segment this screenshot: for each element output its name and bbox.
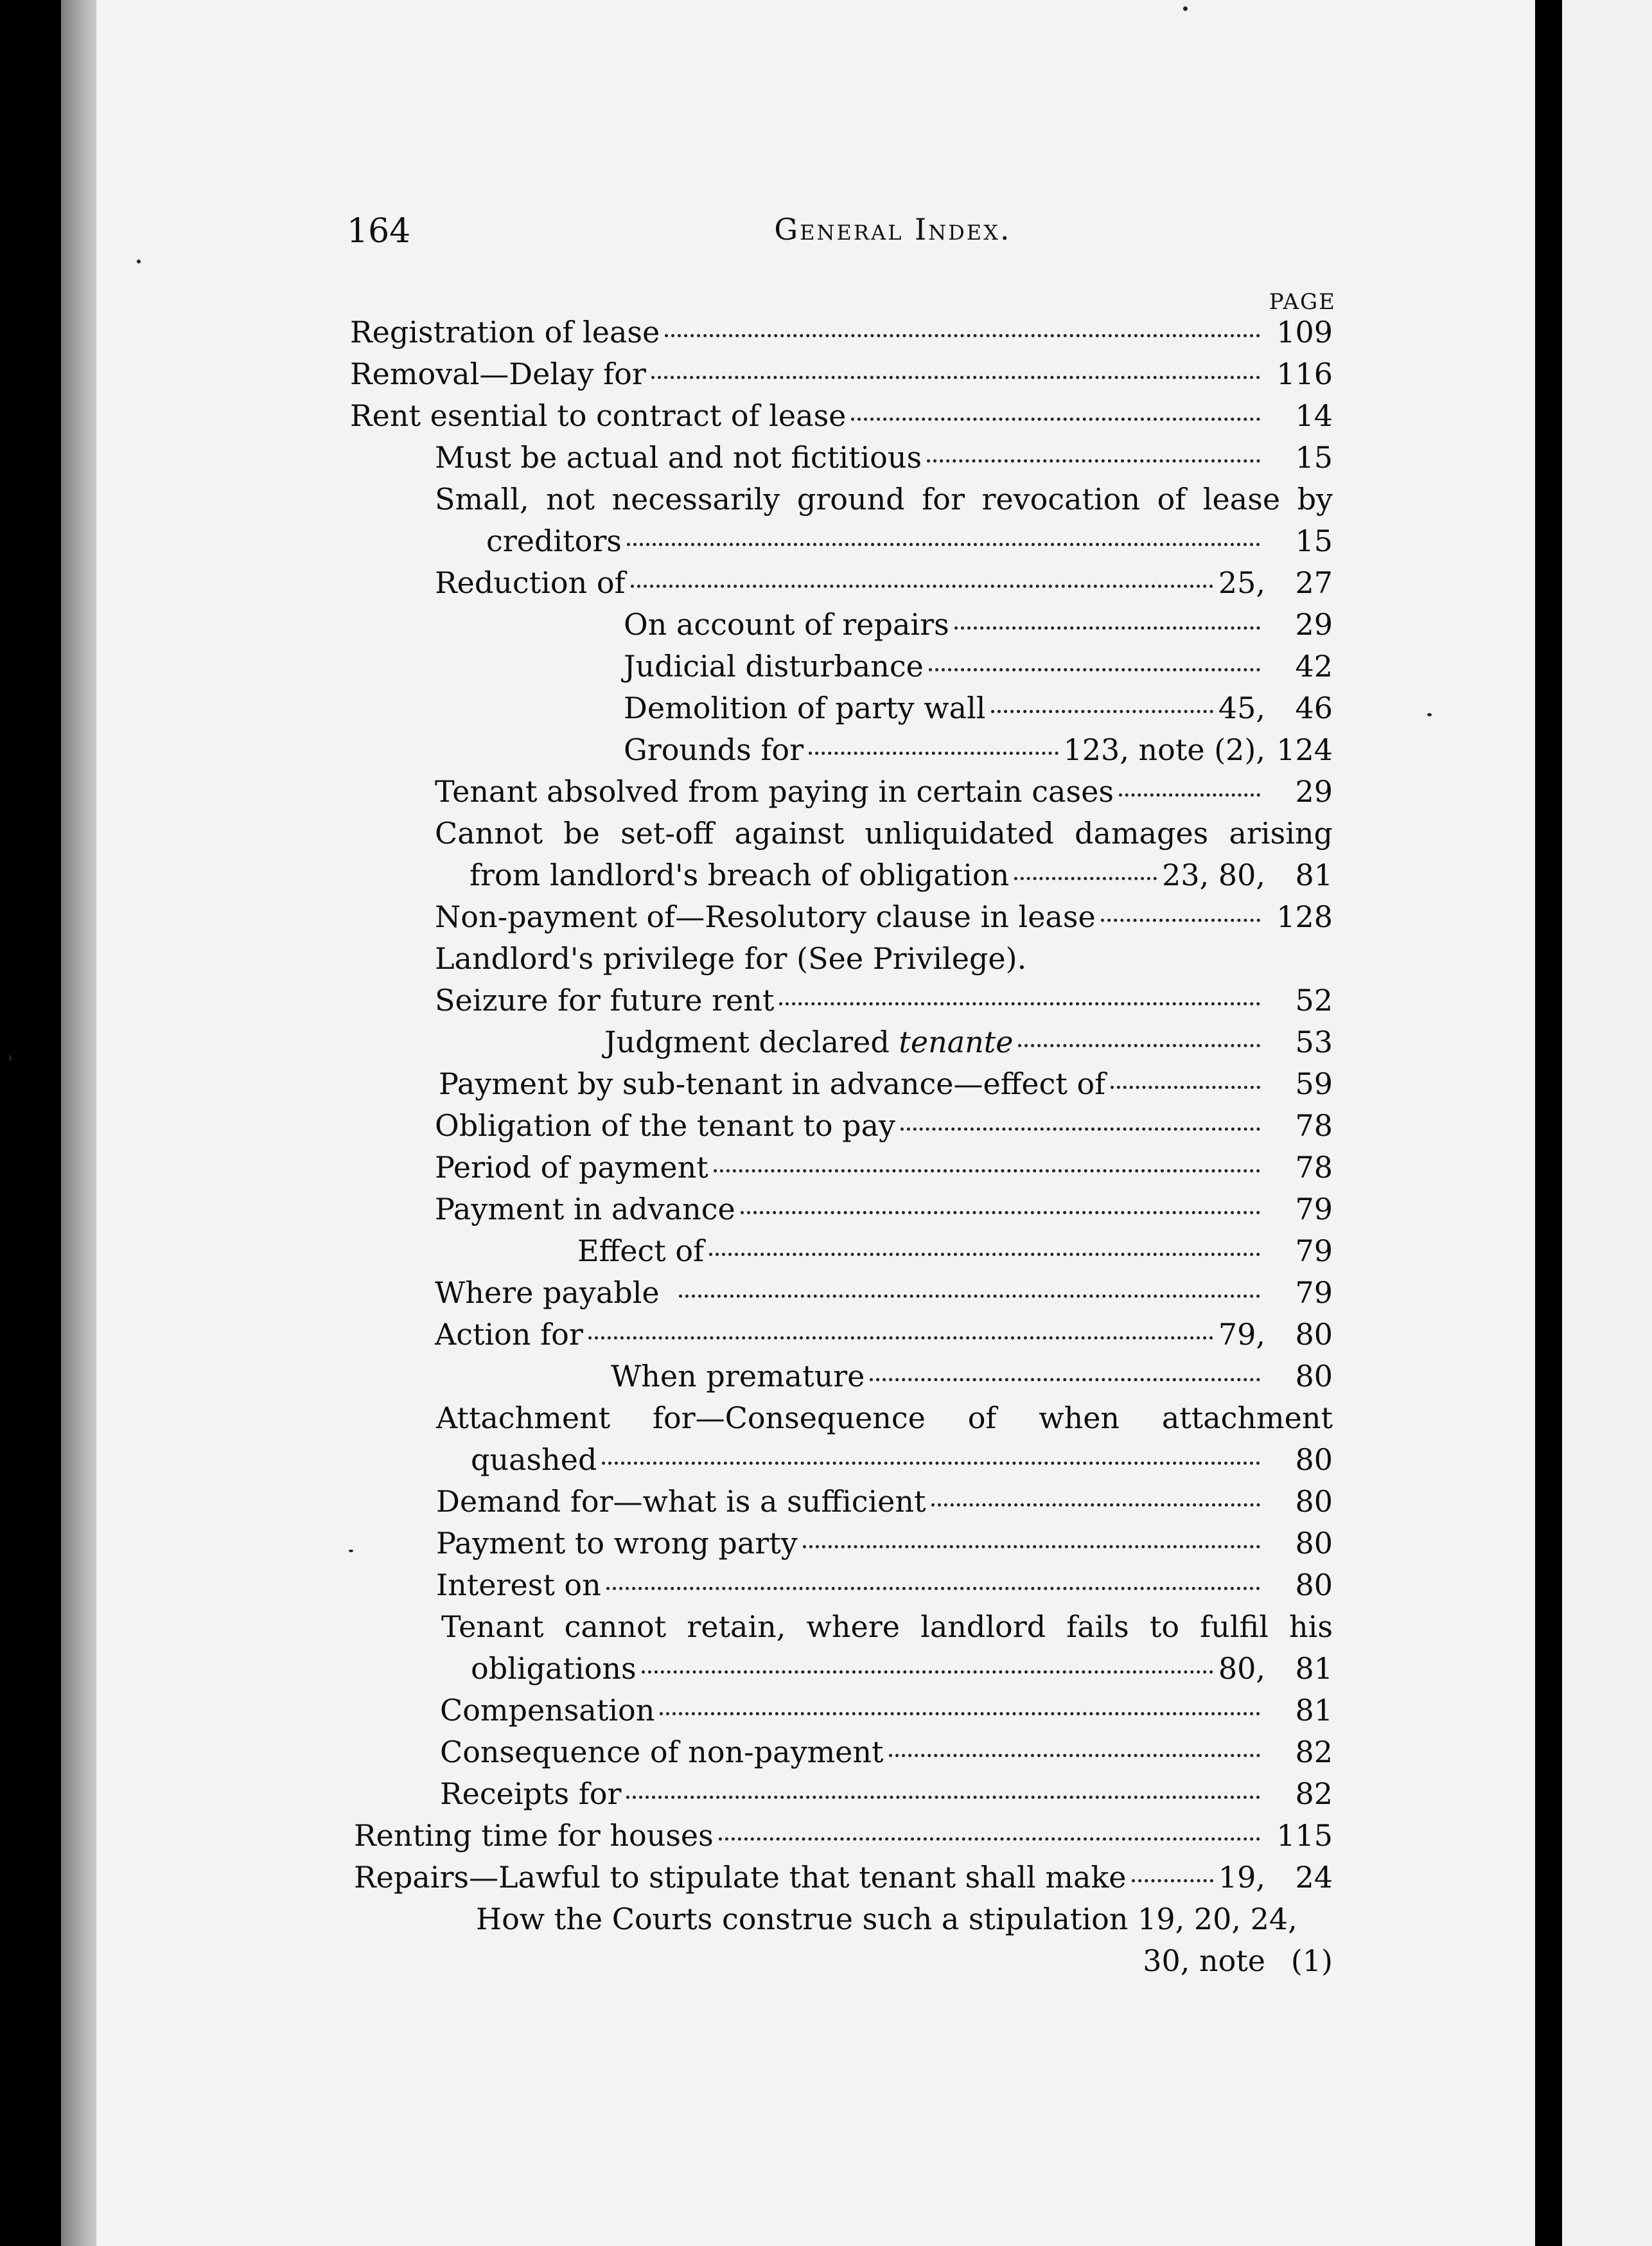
dot-leader — [665, 334, 1260, 337]
entry-page: 81 — [1295, 858, 1333, 892]
index-subentry — [350, 983, 1333, 1025]
index-subentry — [350, 816, 1333, 858]
entry-refs: 30, note — [1143, 1943, 1265, 1978]
entry-text: creditors — [486, 524, 622, 558]
entry-page: (1) — [1290, 1943, 1333, 1978]
entry-page: 14 — [1295, 398, 1333, 433]
entry-text: Payment by sub-tenant in advance—effect of — [439, 1066, 1106, 1101]
index-entry — [350, 1818, 1333, 1860]
entry-text: Non-payment of—Resolutory clause in lease — [435, 899, 1096, 934]
index-subentry-continuation — [350, 1442, 1333, 1484]
scan-speck — [137, 260, 141, 263]
dot-leader — [719, 1837, 1260, 1841]
entry-page: 109 — [1276, 315, 1333, 349]
entry-text: Judicial disturbance — [624, 649, 924, 684]
entry-page: 27 — [1295, 565, 1333, 600]
dot-leader — [889, 1754, 1260, 1757]
scan-left-border — [0, 0, 61, 2246]
entry-page: 80 — [1295, 1568, 1333, 1602]
index-subentry — [350, 440, 1333, 482]
entry-page: 82 — [1295, 1735, 1333, 1769]
entry-text-roman: Judgment declared — [604, 1025, 890, 1059]
entry-page: 29 — [1295, 607, 1333, 642]
entry-text: Rent esential to contract of lease — [350, 398, 847, 433]
entry-text: quashed — [471, 1442, 597, 1477]
index-subentry-continuation — [350, 524, 1333, 565]
index-subsubentry — [350, 732, 1333, 774]
entry-text: Must be actual and not fictitious — [435, 440, 922, 475]
dot-leader — [627, 543, 1260, 546]
entry-text: Cannot be set-off against unliquidated damages arising — [435, 816, 1333, 851]
page-number: 164 — [347, 212, 411, 251]
index-subentry — [350, 941, 1333, 983]
dot-leader — [714, 1169, 1260, 1172]
scan-speck — [1183, 6, 1188, 11]
entry-page: 80 — [1295, 1484, 1333, 1519]
entry-text: Grounds for — [624, 732, 804, 767]
index-subentry-continuation — [350, 858, 1333, 899]
page-column-label: PAGE — [1269, 289, 1336, 315]
next-page-sliver — [1562, 0, 1652, 2246]
entry-text: Reduction of — [435, 565, 626, 600]
dot-leader — [1111, 1086, 1260, 1089]
entry-text: Period of payment — [435, 1150, 708, 1185]
index-subentry — [350, 774, 1333, 816]
entry-text: Payment to wrong party — [436, 1526, 798, 1561]
entry-text: Attachment for—Consequence of when attachment — [436, 1401, 1333, 1435]
index-subentry — [350, 482, 1333, 524]
entry-refs: 79, — [1218, 1317, 1265, 1352]
running-title: General Index. — [774, 212, 1012, 247]
index-subsubentry — [350, 1025, 1333, 1066]
entry-page: 79 — [1295, 1275, 1333, 1310]
index-subentry — [350, 1192, 1333, 1234]
entry-text: Compensation — [440, 1693, 655, 1728]
dot-leader — [1132, 1879, 1213, 1882]
dot-leader — [931, 1503, 1260, 1507]
entry-text: Consequence of non-payment — [440, 1735, 884, 1769]
entry-page: 80 — [1295, 1317, 1333, 1352]
index-subsubentry — [350, 1359, 1333, 1401]
entry-page: 53 — [1295, 1025, 1333, 1059]
index-subentry — [350, 1066, 1333, 1108]
index-subsubentry — [350, 1234, 1333, 1275]
entry-page: 80 — [1295, 1526, 1333, 1561]
entry-text-italic: tenante — [899, 1025, 1014, 1059]
entry-refs: 80, — [1218, 1651, 1265, 1686]
entry-page: 52 — [1295, 983, 1333, 1018]
index-subentry — [350, 1609, 1333, 1651]
entry-text: from landlord's breach of obligation — [470, 858, 1010, 892]
entry-text: obligations — [471, 1651, 637, 1686]
dot-leader — [626, 1796, 1260, 1799]
index-subsubentry — [350, 691, 1333, 732]
entry-text: Action for — [435, 1317, 583, 1352]
entry-page: 128 — [1276, 899, 1333, 934]
index-subentry — [350, 565, 1333, 607]
dot-leader — [809, 752, 1058, 755]
index-entry — [350, 398, 1333, 440]
index-subentry — [350, 1150, 1333, 1192]
index-subentry — [350, 1484, 1333, 1526]
entry-text: Repairs—Lawful to stipulate that tenant shall make — [354, 1860, 1127, 1895]
entry-refs: 123, note (2), — [1063, 732, 1265, 767]
page-header — [347, 212, 1336, 315]
index-subsubentry — [350, 649, 1333, 691]
dot-leader — [851, 418, 1260, 421]
index-subentry — [350, 1275, 1333, 1317]
entry-page: 81 — [1295, 1693, 1333, 1728]
entry-refs: 45, — [1218, 691, 1265, 725]
entry-text: Obligation of the tenant to pay — [435, 1108, 896, 1143]
dot-leader — [929, 668, 1260, 671]
dot-leader — [870, 1378, 1260, 1381]
entry-page: 82 — [1295, 1776, 1333, 1811]
entry-text: Landlord's privilege for (See Privilege). — [435, 941, 1027, 976]
dot-leader — [1014, 877, 1157, 880]
dot-leader — [631, 585, 1213, 588]
index-entry — [350, 1860, 1333, 1902]
scan-speck — [1427, 713, 1432, 716]
index-subentry-continuation — [350, 1651, 1333, 1693]
dot-leader — [803, 1545, 1260, 1548]
entry-text: Demand for—what is a sufficient — [436, 1484, 926, 1519]
index-subentry-continuation — [350, 1943, 1333, 1985]
entry-page: 29 — [1295, 774, 1333, 809]
entry-page: 79 — [1295, 1234, 1333, 1268]
dot-leader — [991, 710, 1213, 713]
entry-page: 116 — [1276, 357, 1333, 391]
index-subentry — [350, 1526, 1333, 1568]
entry-text: Seizure for future rent — [435, 983, 775, 1018]
entry-refs: 23, 80, — [1162, 858, 1265, 892]
scan-right-gutter — [1535, 0, 1562, 2246]
entry-text: Interest on — [436, 1568, 601, 1602]
entry-text: Renting time for houses — [354, 1818, 714, 1853]
entry-page: 80 — [1295, 1359, 1333, 1393]
index-subentry — [350, 1902, 1333, 1943]
index-entry — [350, 315, 1333, 357]
dot-leader — [602, 1462, 1260, 1465]
index-subentry — [350, 1735, 1333, 1776]
entry-page: 46 — [1295, 691, 1333, 725]
entry-text — [604, 1025, 1013, 1059]
index-entry-list — [350, 315, 1333, 1985]
dot-leader — [779, 1002, 1260, 1005]
entry-refs: 25, — [1218, 565, 1265, 600]
dot-leader — [679, 1295, 1260, 1298]
entry-text: Small, not necessarily ground for revocation of lease by — [435, 482, 1333, 517]
entry-text: On account of repairs — [624, 607, 949, 642]
entry-page: 124 — [1276, 732, 1333, 767]
entry-text: Payment in advance — [435, 1192, 735, 1226]
scan-speck — [9, 1055, 12, 1061]
index-subentry — [350, 1317, 1333, 1359]
entry-page: 78 — [1295, 1108, 1333, 1143]
dot-leader — [588, 1336, 1213, 1340]
entry-text: Receipts for — [440, 1776, 622, 1811]
dot-leader — [651, 376, 1260, 379]
index-subentry — [350, 1776, 1333, 1818]
dot-leader — [954, 626, 1260, 630]
entry-page: 24 — [1295, 1860, 1333, 1895]
entry-page: 59 — [1295, 1066, 1333, 1101]
entry-page: 79 — [1295, 1192, 1333, 1226]
entry-text: Removal—Delay for — [350, 357, 646, 391]
index-subentry — [350, 1693, 1333, 1735]
entry-text: Tenant cannot retain, where landlord fails to fulfil his — [441, 1609, 1333, 1644]
dot-leader — [642, 1670, 1213, 1674]
entry-text: Registration of lease — [350, 315, 660, 349]
dot-leader — [901, 1127, 1260, 1131]
index-subentry — [350, 1568, 1333, 1609]
dot-leader — [927, 459, 1260, 463]
index-subentry — [350, 1401, 1333, 1442]
entry-text: Demolition of party wall — [624, 691, 986, 725]
entry-page: 42 — [1295, 649, 1333, 684]
index-subentry — [350, 899, 1333, 941]
entry-page: 80 — [1295, 1442, 1333, 1477]
dot-leader — [606, 1587, 1260, 1590]
index-entry — [350, 357, 1333, 398]
dot-leader — [741, 1211, 1260, 1214]
entry-page: 15 — [1295, 440, 1333, 475]
entry-page: 115 — [1276, 1818, 1333, 1853]
entry-text: How the Courts construe such a stipulation 19, 20, 24, — [476, 1902, 1297, 1936]
entry-text: Effect of — [577, 1234, 705, 1268]
entry-page: 81 — [1295, 1651, 1333, 1686]
index-subsubentry — [350, 607, 1333, 649]
dot-leader — [1101, 919, 1260, 922]
index-subentry — [350, 1108, 1333, 1150]
entry-text: Where payable — [435, 1275, 660, 1310]
dot-leader — [1119, 793, 1260, 797]
dot-leader — [709, 1253, 1260, 1256]
entry-page: 15 — [1295, 524, 1333, 558]
dot-leader — [1018, 1044, 1260, 1047]
entry-text: Tenant absolved from paying in certain cases — [435, 774, 1114, 809]
entry-page: 78 — [1295, 1150, 1333, 1185]
entry-refs: 19, — [1218, 1860, 1265, 1895]
entry-text: When premature — [611, 1359, 865, 1393]
dot-leader — [660, 1712, 1260, 1715]
